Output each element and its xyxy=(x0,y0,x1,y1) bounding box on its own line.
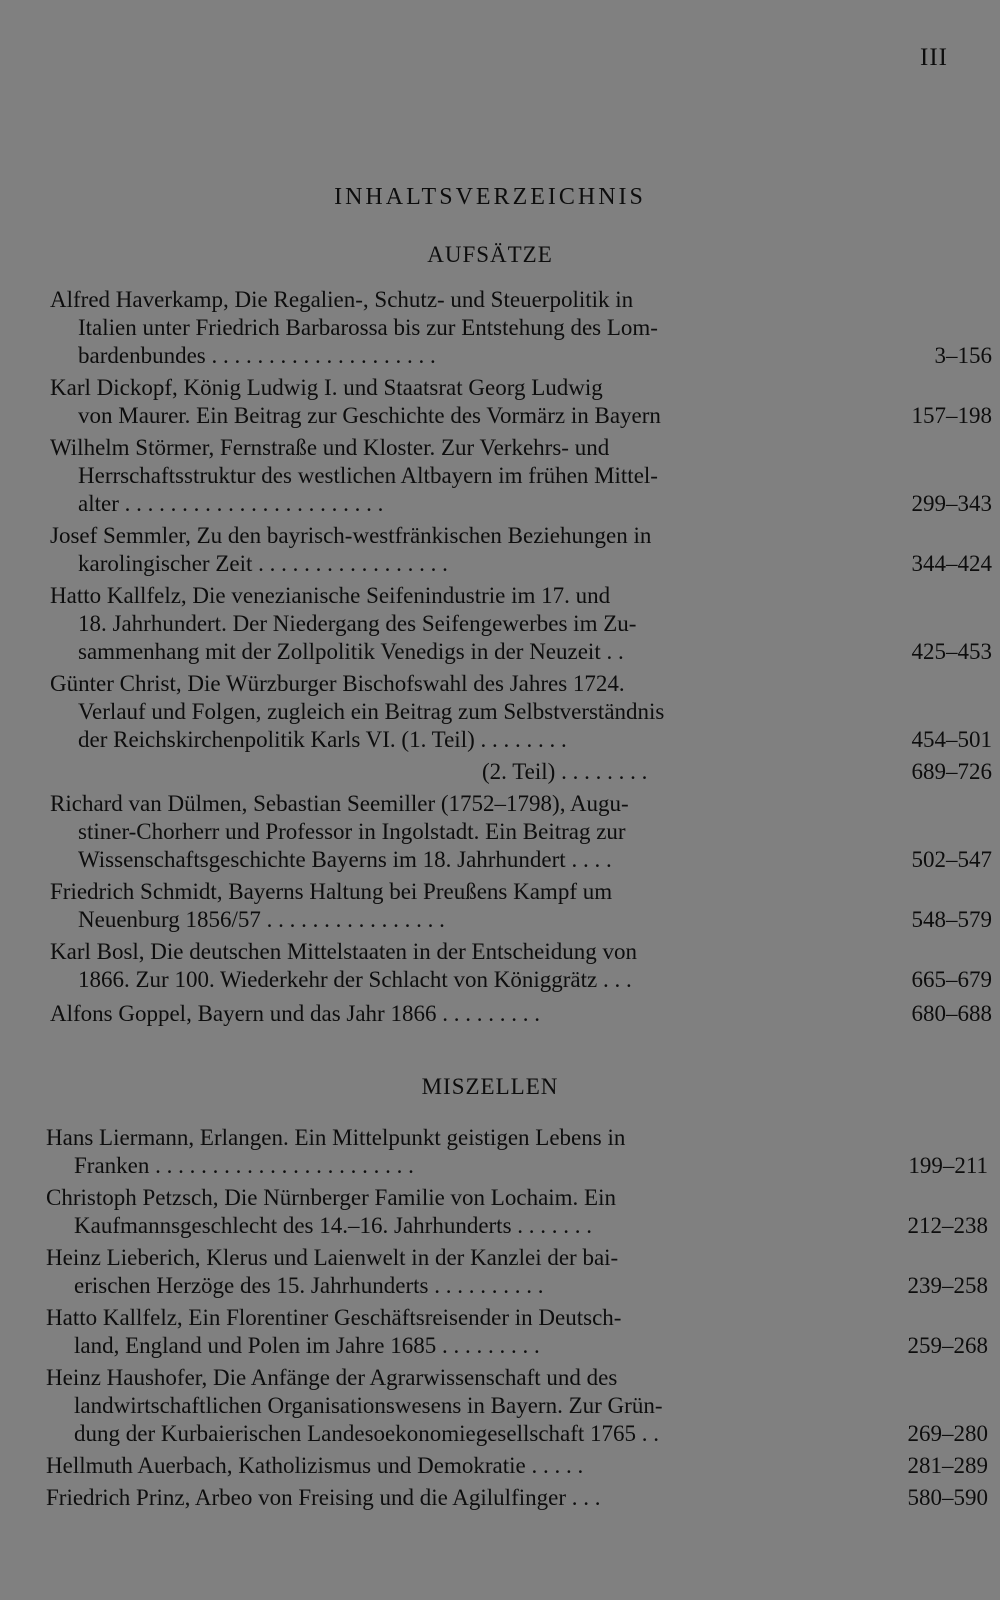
toc-entry-line: Richard van Dülmen, Sebastian Seemiller (1752–1798), Augu- xyxy=(50,791,629,816)
toc-entry xyxy=(50,1000,992,1028)
toc-entry-line: von Maurer. Ein Beitrag zur Geschichte des Vormärz in Bayern xyxy=(78,403,661,428)
toc-entry-line: landwirtschaftlichen Organisationswesens in Bayern. Zur Grün- xyxy=(74,1393,663,1418)
toc-entry-line: Christoph Petzsch, Die Nürnberger Familie von Lochaim. Ein xyxy=(46,1185,616,1210)
toc-entry-line: Heinz Haushofer, Die Anfänge der Agrarwissenschaft und des xyxy=(46,1365,618,1390)
toc-entry xyxy=(50,878,992,934)
toc-entry xyxy=(50,938,992,994)
toc-entry-line: der Reichskirchenpolitik Karls VI. (1. Teil) . . . . . . . . xyxy=(78,727,567,752)
toc-entry xyxy=(50,790,992,874)
toc-entry xyxy=(50,286,992,370)
toc-entry-line: Friedrich Schmidt, Bayerns Haltung bei Preußens Kampf um xyxy=(50,879,613,904)
page-range: 680–688 xyxy=(911,1001,992,1026)
toc-entry xyxy=(50,582,992,666)
toc-entry xyxy=(50,670,992,754)
toc-entry-line: karolingischer Zeit . . . . . . . . . . . . . . . . . xyxy=(78,551,448,576)
toc-entry-line: Karl Dickopf, König Ludwig I. und Staatsrat Georg Ludwig xyxy=(50,375,603,400)
toc-section-aufsaetze xyxy=(50,286,992,1028)
page-range: 269–280 xyxy=(907,1421,988,1446)
page-range: 665–679 xyxy=(911,967,992,992)
toc-entry-line: Herrschaftsstruktur des westlichen Altbayern im frühen Mittel- xyxy=(78,463,658,488)
toc-entry-line: Hatto Kallfelz, Die venezianische Seifenindustrie im 17. und xyxy=(50,583,611,608)
toc-entry xyxy=(46,1484,988,1512)
toc-entry xyxy=(50,522,992,578)
toc-entry xyxy=(46,1304,988,1360)
toc-entry xyxy=(46,1184,988,1240)
toc-entry-line: Neuenburg 1856/57 . . . . . . . . . . . . . . . . xyxy=(78,907,445,932)
toc-entry-line: Italien unter Friedrich Barbarossa bis zur Entstehung des Lom- xyxy=(78,315,658,340)
toc-entry-line: Wilhelm Störmer, Fernstraße und Kloster. Zur Verkehrs- und xyxy=(50,435,610,460)
toc-entry-line: bardenbundes . . . . . . . . . . . . . . . . . . . . xyxy=(78,343,436,368)
page-range: 580–590 xyxy=(907,1485,988,1510)
toc-entry-line: Hans Liermann, Erlangen. Ein Mittelpunkt geistigen Lebens in xyxy=(46,1125,626,1150)
toc-entry-line: dung der Kurbaierischen Landesoekonomiegesellschaft 1765 . . xyxy=(74,1421,660,1446)
page-range: 548–579 xyxy=(911,907,992,932)
toc-entry xyxy=(50,434,992,518)
page-range: 281–289 xyxy=(907,1453,988,1478)
page-range: 689–726 xyxy=(911,759,992,784)
page-range: 425–453 xyxy=(911,639,992,664)
page-range: 502–547 xyxy=(911,847,992,872)
section-heading-miszellen: MISZELLEN xyxy=(421,1074,559,1099)
toc-entry xyxy=(46,1244,988,1300)
toc-entry-line: Friedrich Prinz, Arbeo von Freising und die Agilulfinger . . . xyxy=(46,1485,601,1510)
toc-entry-line: 18. Jahrhundert. Der Niedergang des Seifengewerbes im Zu- xyxy=(78,611,637,636)
toc-entry-line: Josef Semmler, Zu den bayrisch-westfränkischen Beziehungen in xyxy=(50,523,652,548)
toc-entry-line: Kaufmannsgeschlecht des 14.–16. Jahrhunderts . . . . . . . xyxy=(74,1213,593,1238)
toc-entry-line: 1866. Zur 100. Wiederkehr der Schlacht von Königgrätz . . . xyxy=(78,967,632,992)
page-number: III xyxy=(920,44,948,71)
toc-entry-line: Wissenschaftsgeschichte Bayerns im 18. Jahrhundert . . . . xyxy=(78,847,612,872)
toc-entry-line: sammenhang mit der Zollpolitik Venedigs in der Neuzeit . . xyxy=(78,639,624,664)
toc-entry xyxy=(50,374,992,430)
toc-entry-line: land, England und Polen im Jahre 1685 . . . . . . . . . xyxy=(74,1333,540,1358)
toc-entry-line: Alfons Goppel, Bayern und das Jahr 1866 . . . . . . . . . xyxy=(50,1001,540,1026)
toc-entry-line: Verlauf und Folgen, zugleich ein Beitrag zum Selbstverständnis xyxy=(78,699,665,724)
toc-entry-line: Heinz Lieberich, Klerus und Laienwelt in der Kanzlei der bai- xyxy=(46,1245,619,1270)
page-range: 212–238 xyxy=(907,1213,988,1238)
page-range: 3–156 xyxy=(934,343,992,368)
toc-entry-line: stiner-Chorherr und Professor in Ingolstadt. Ein Beitrag zur xyxy=(78,819,626,844)
page-title: INHALTSVERZEICHNIS xyxy=(334,184,646,210)
page-range: 344–424 xyxy=(911,551,992,576)
toc-entry-line: Hellmuth Auerbach, Katholizismus und Demokratie . . . . . xyxy=(46,1453,584,1478)
toc-entry-line: alter . . . . . . . . . . . . . . . . . . . . . . . xyxy=(78,491,384,516)
toc-entry-line: Franken . . . . . . . . . . . . . . . . . . . . . . . xyxy=(74,1153,414,1178)
page-range: 454–501 xyxy=(911,727,992,752)
toc-entry-line: erischen Herzöge des 15. Jahrhunderts . . . . . . . . . . xyxy=(74,1273,544,1298)
page-range: 199–211 xyxy=(908,1153,988,1178)
toc-entry xyxy=(46,1452,988,1480)
toc-entry-line: Günter Christ, Die Würzburger Bischofswahl des Jahres 1724. xyxy=(50,671,625,696)
section-heading-aufsaetze: AUFSÄTZE xyxy=(427,242,553,267)
toc-section-miszellen xyxy=(46,1124,988,1512)
toc-entry-line: Alfred Haverkamp, Die Regalien-, Schutz- und Steuerpolitik in xyxy=(50,287,634,312)
toc-entry-line: Karl Bosl, Die deutschen Mittelstaaten in der Entscheidung von xyxy=(50,939,638,964)
page-range: 299–343 xyxy=(911,491,992,516)
toc-entry xyxy=(46,1124,988,1180)
page-range: 259–268 xyxy=(907,1333,988,1358)
toc-entry xyxy=(46,1364,988,1448)
page-range: 239–258 xyxy=(907,1273,988,1298)
page-range: 157–198 xyxy=(911,403,992,428)
toc-entry xyxy=(50,758,992,786)
toc-entry-line: (2. Teil) . . . . . . . . xyxy=(482,759,648,784)
toc-entry-line: Hatto Kallfelz, Ein Florentiner Geschäftsreisender in Deutsch- xyxy=(46,1305,622,1330)
